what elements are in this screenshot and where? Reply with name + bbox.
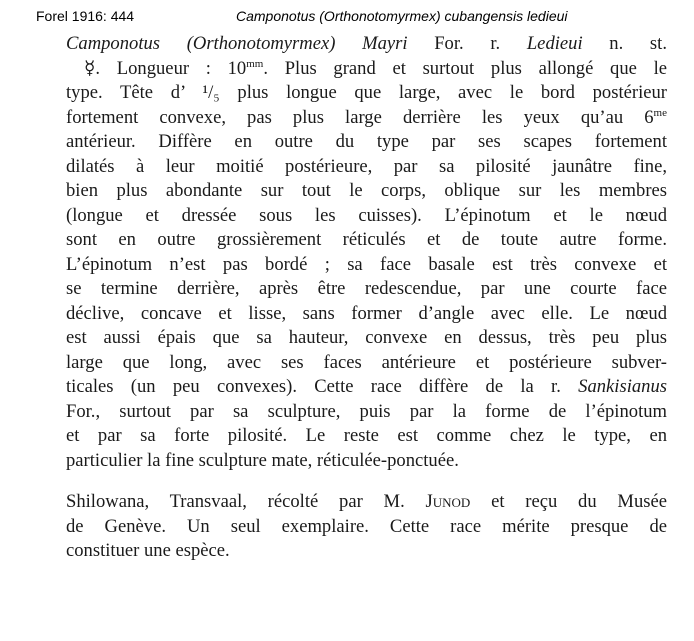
fraction: ¹/₅: [202, 82, 220, 103]
text-line: constituer une espèce.: [66, 540, 230, 561]
text-line: de Genève. Un seul exemplaire. Cette race mérite presque de: [66, 515, 667, 537]
text-line: [66, 375, 667, 400]
text-fragment: type. Tête d’: [66, 82, 203, 103]
text-line: L’épinotum n’est pas bordé ; sa face basale est très convexe et: [66, 253, 667, 275]
text-fragment: plus longue que large, avec le bord postérieur: [219, 82, 667, 103]
text-line: se termine derrière, après être redescendue, par une courte face: [66, 278, 667, 299]
text-line: [66, 106, 667, 131]
description-body: [66, 32, 667, 564]
text-fragment: et reçu du Musée: [470, 491, 668, 512]
text-line: dilatés à leur moitié postérieure, par sa pilosité jaunâtre fine,: [66, 155, 667, 177]
genus-name: Camponotus (Orthonotomyrmex) Mayri: [66, 33, 408, 54]
text-line: déclive, concave et lisse, sans former d’angle avec elle. Le nœud: [66, 302, 667, 324]
text-fragment: Shilowana, Transvaal, récolté par M.: [66, 491, 426, 512]
text-line: particulier la fine sculpture mate, réticulée-ponctuée.: [66, 449, 459, 471]
taxon-italic: Sankisianus: [578, 376, 667, 397]
text-line: [66, 57, 667, 82]
unit-superscript: mm: [246, 57, 264, 70]
text-fragment: . Plus grand et surtout plus allongé que le: [263, 57, 667, 79]
text-line: sont en outre grossièrement réticulés et de toute autre forme.: [66, 229, 667, 250]
text-fragment: ticales (un peu convexes). Cette race diffère de la r.: [66, 376, 579, 397]
ordinal-superscript: me: [653, 106, 667, 119]
status-label: n. st.: [582, 33, 667, 54]
citation-header: Forel 1916: 444: [36, 8, 135, 24]
text-line: [66, 81, 667, 106]
taxon-header: Camponotus (Orthonotomyrmex) cubangensis ledieui: [236, 8, 568, 24]
text-line: bien plus abondante sur tout le corps, oblique sur les membres: [66, 180, 667, 201]
text-line: For., surtout par sa sculpture, puis par la forme de l’épinotum: [66, 400, 667, 422]
text-line: (longue et dressée sous les cuisses). L’épinotum et le nœud: [66, 204, 667, 226]
author-abbrev: For. r.: [407, 33, 527, 54]
text-line: large que long, avec ses faces antérieure et postérieure subver-: [66, 351, 667, 373]
title-line: [66, 32, 667, 57]
text-fragment: . Longueur : 10: [95, 57, 247, 79]
text-line: est aussi épais que sa hauteur, convexe en dessus, très peu plus: [66, 327, 667, 348]
text-line: [66, 490, 667, 515]
text-line: et par sa forte pilosité. Le reste est comme chez le type, en: [66, 425, 667, 446]
text-line: antérieur. Diffère en outre du type par ses scapes fortement: [66, 131, 667, 152]
text-fragment: fortement convexe, pas plus large derrière les yeux qu’au 6: [66, 106, 654, 128]
collector-name: Junod: [425, 491, 471, 512]
worker-symbol: ☿: [84, 57, 96, 79]
race-name: Ledieui: [526, 33, 583, 54]
